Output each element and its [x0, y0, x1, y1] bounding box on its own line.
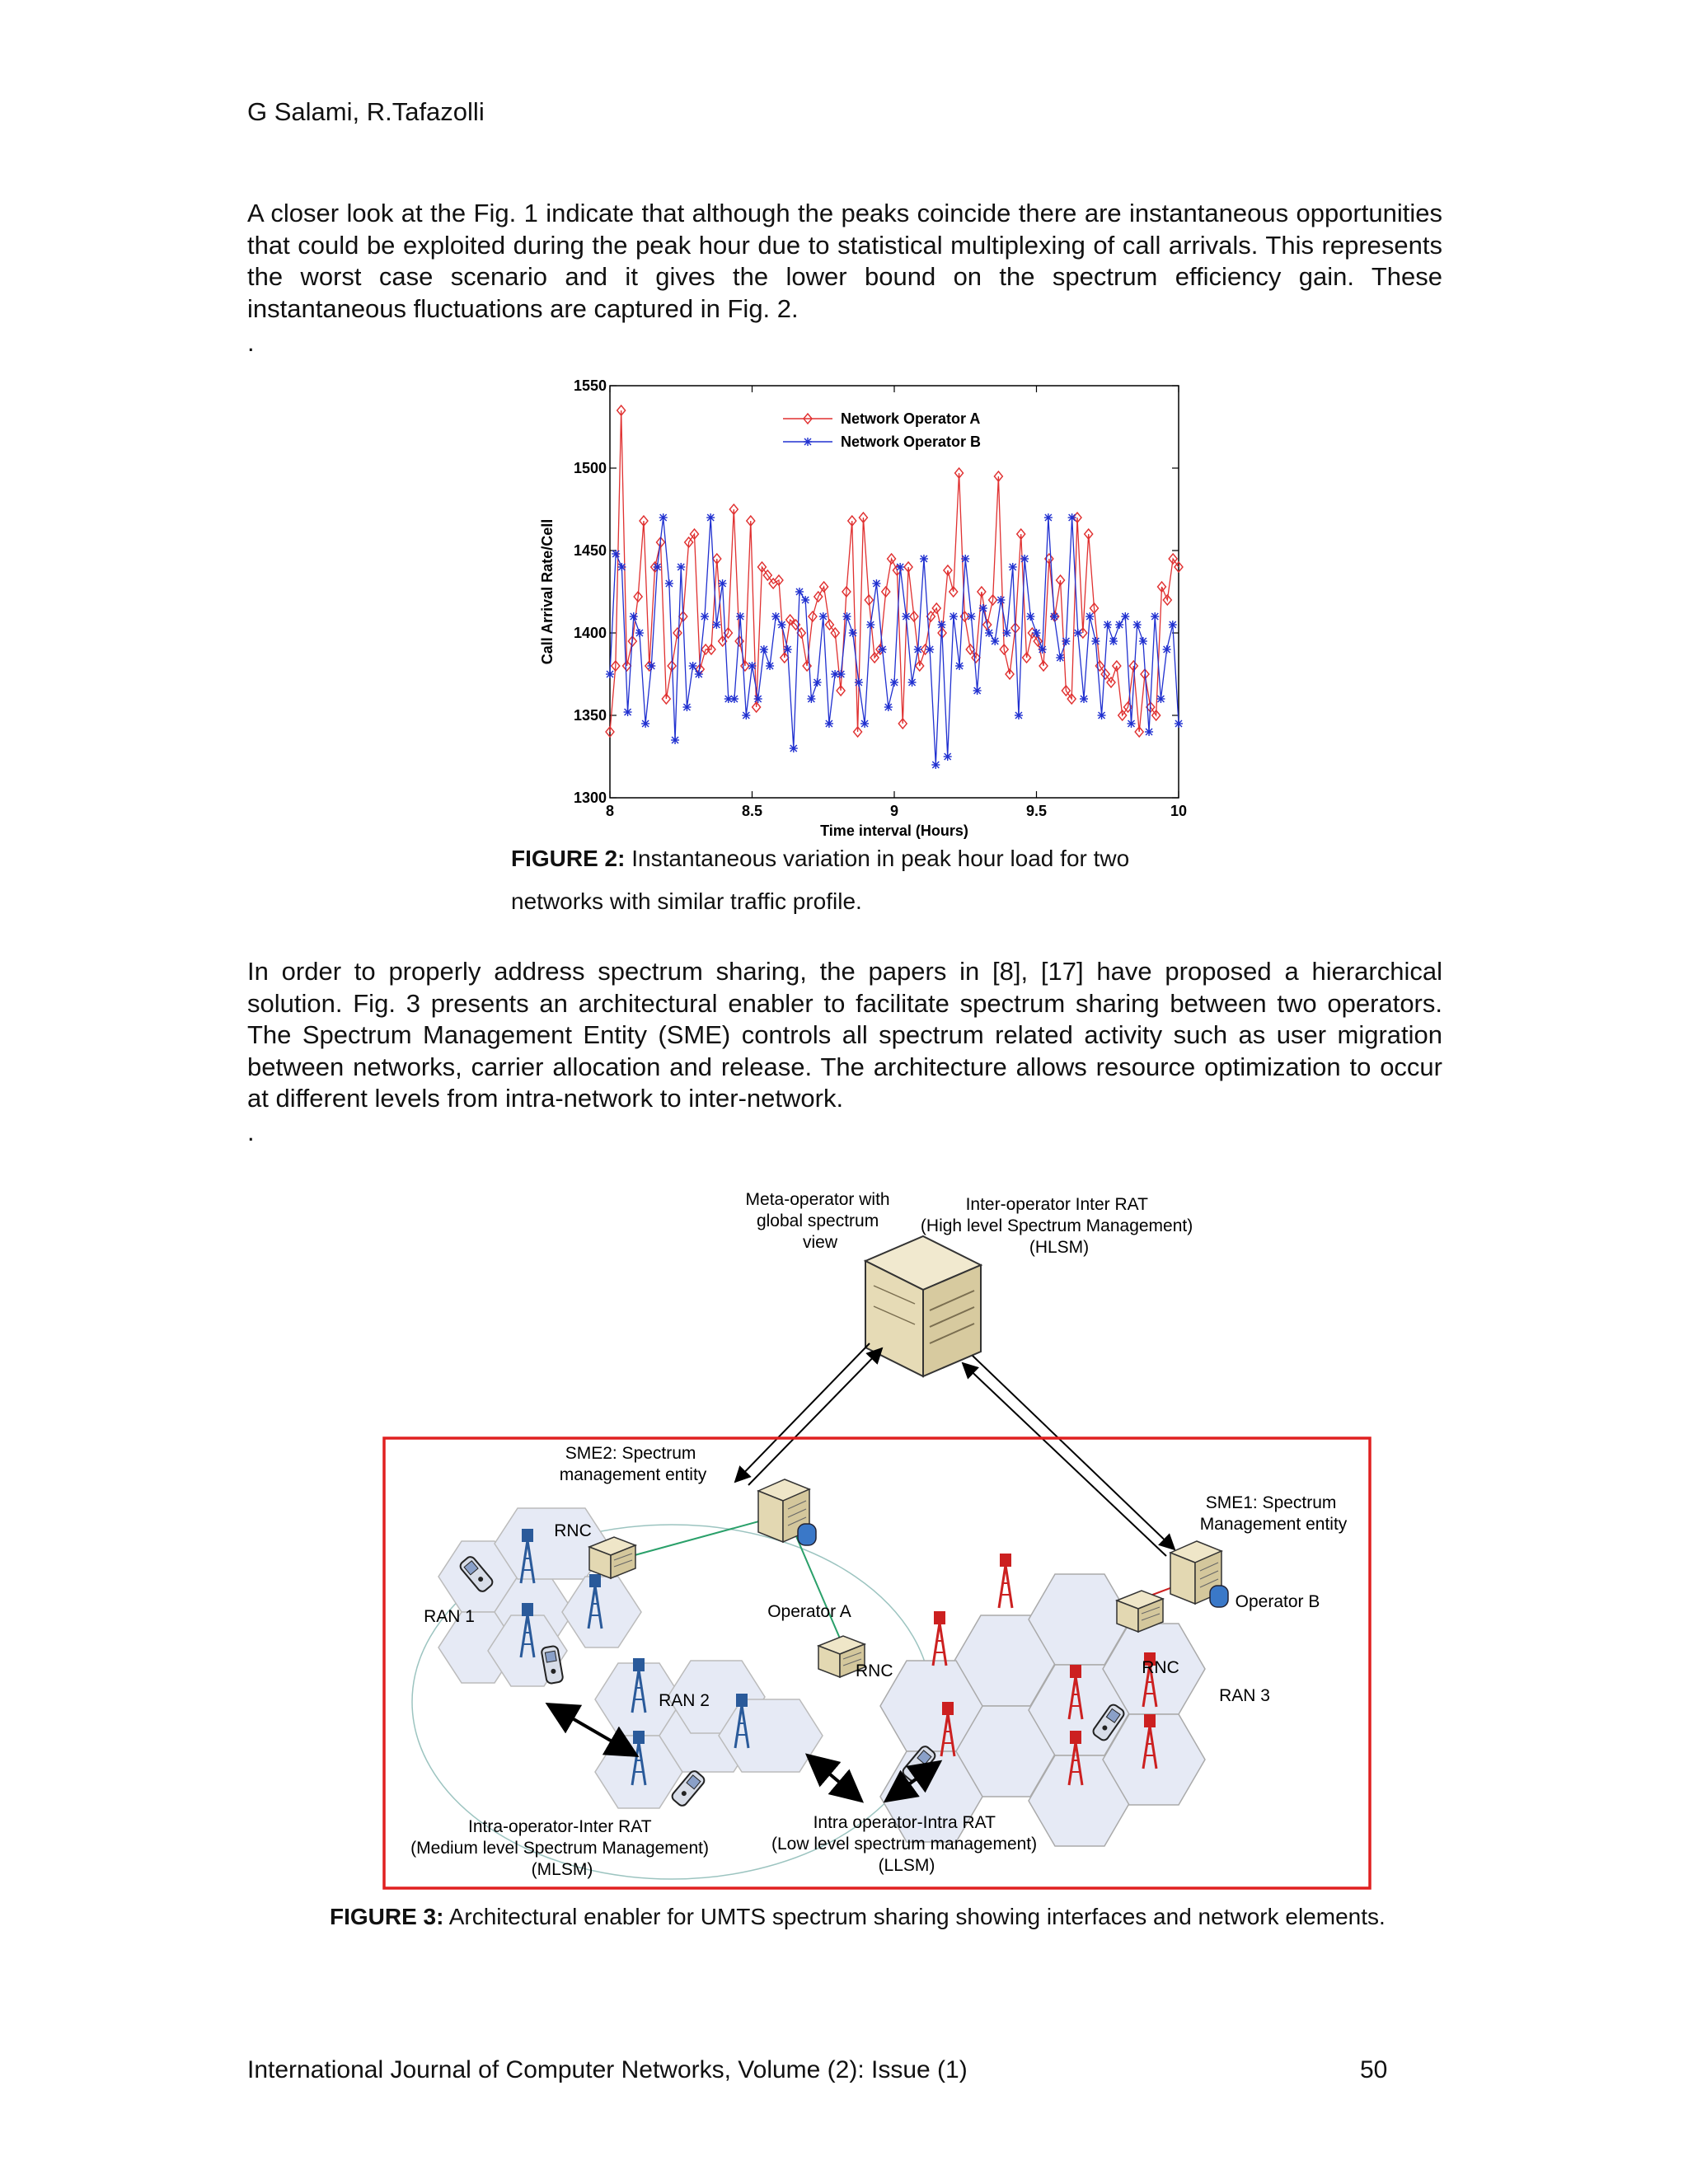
data-point [1026, 612, 1034, 621]
data-point [748, 662, 757, 670]
data-point [689, 662, 697, 670]
data-point [849, 629, 857, 637]
data-point [1009, 563, 1017, 571]
y-tick-label: 1400 [573, 625, 607, 641]
data-point [996, 596, 1005, 604]
data-point [706, 513, 715, 522]
data-point [736, 612, 744, 621]
y-axis-label: Call Arrival Rate/Cell [539, 518, 556, 665]
data-point [973, 687, 982, 695]
data-point [1175, 719, 1183, 728]
hlsm-arrow-from-sme1 [963, 1363, 1166, 1556]
data-point [671, 736, 679, 744]
figure-2-caption-label: FIGURE 2: [511, 846, 626, 871]
data-point [825, 719, 833, 728]
data-point [1062, 637, 1070, 645]
ran1-cells [438, 1508, 641, 1686]
data-point [790, 744, 798, 752]
data-point [712, 621, 720, 629]
data-point [1121, 612, 1129, 621]
paragraph-dot-1: . [247, 328, 255, 357]
data-point [677, 563, 685, 571]
data-point [1128, 719, 1136, 728]
data-point [950, 612, 958, 621]
data-point [1068, 513, 1076, 522]
rnc3-label: RNC [1142, 1658, 1179, 1677]
data-point [754, 695, 762, 703]
sme2-icon [758, 1479, 816, 1545]
hlsm-arrow-to-sme2 [735, 1343, 870, 1482]
data-point [908, 678, 917, 687]
data-point [1098, 711, 1106, 719]
ran1-label: RAN 1 [424, 1607, 475, 1626]
data-point [843, 612, 851, 621]
data-point [771, 612, 780, 621]
ran2-cells [595, 1661, 823, 1808]
data-point [777, 621, 785, 629]
data-point [1151, 612, 1159, 621]
ran2-label: RAN 2 [659, 1691, 710, 1710]
data-point [1020, 555, 1029, 563]
data-point [1133, 621, 1142, 629]
ran3-label: RAN 3 [1219, 1686, 1270, 1705]
x-tick-label: 8 [605, 803, 615, 819]
data-point [795, 588, 804, 596]
data-point [1056, 654, 1064, 662]
y-tick-label: 1350 [573, 707, 607, 724]
data-point [896, 563, 904, 571]
data-point [1080, 695, 1088, 703]
operator-b-label: Operator B [1235, 1592, 1320, 1611]
x-tick-label: 8.5 [741, 803, 763, 819]
data-point [902, 612, 910, 621]
legend-label: Network Operator B [841, 434, 982, 450]
figure-3-caption-text: Architectural enabler for UMTS spectrum sharing showing interfaces and network elements. [443, 1904, 1386, 1929]
meta-operator-server-icon [865, 1236, 981, 1376]
data-point [1015, 711, 1023, 719]
data-point [1074, 629, 1082, 637]
ran3-tower-icon [999, 1554, 1012, 1608]
journal-footer: International Journal of Computer Networks, Volume (2): Issue (1) [247, 2056, 968, 2083]
operator-a-label: Operator A [767, 1602, 851, 1621]
data-point [635, 629, 644, 637]
page-number: 50 [1360, 2056, 1388, 2083]
data-point [659, 513, 668, 522]
data-point [1145, 728, 1153, 736]
rnc2-label: RNC [856, 1661, 893, 1680]
mlsm-label: Intra-operator-Inter RAT (Medium level Spectrum Management) (MLSM) [410, 1817, 709, 1879]
data-point [814, 678, 822, 687]
data-point [766, 662, 774, 670]
data-point [1163, 645, 1171, 654]
figure-3-caption-label: FIGURE 3: [330, 1904, 444, 1929]
data-point [630, 612, 638, 621]
data-point [760, 645, 768, 654]
data-point [617, 563, 626, 571]
data-point [985, 629, 993, 637]
data-point [1039, 645, 1047, 654]
data-point [938, 621, 946, 629]
data-point [701, 612, 709, 621]
x-tick-label: 10 [1170, 803, 1187, 819]
data-point [1139, 637, 1147, 645]
data-point [819, 612, 828, 621]
data-point [920, 555, 928, 563]
data-point [926, 645, 934, 654]
paragraph-1: A closer look at the Fig. 1 indicate that although the peaks coincide there are instantaneous opportunities that could be exploited during the peak hour due to statistical multiplexing of call arrivals. This represents the worst case scenario and it gives the lower bound on the spectrum efficiency gain. These instantaneous fluctuations are captured in Fig. 2. [247, 199, 1442, 323]
data-point [1050, 612, 1058, 621]
data-point [1003, 629, 1011, 637]
data-point [967, 612, 975, 621]
data-point [991, 637, 999, 645]
data-point [860, 719, 869, 728]
y-tick-label: 1550 [573, 377, 607, 394]
data-point [1156, 695, 1165, 703]
data-point [784, 645, 792, 654]
data-point [801, 596, 809, 604]
data-point [719, 579, 727, 588]
data-point [606, 670, 614, 678]
data-point [979, 604, 987, 612]
data-point [804, 438, 812, 446]
data-point [855, 678, 863, 687]
data-point [866, 621, 874, 629]
data-point [837, 670, 845, 678]
data-point [624, 708, 632, 716]
figure-2-caption-text: Instantaneous variation in peak hour load for two networks with similar traffic profile. [511, 846, 1130, 914]
legend-label: Network Operator A [841, 410, 981, 427]
data-point [1044, 513, 1053, 522]
data-point [1104, 621, 1112, 629]
data-point [695, 670, 703, 678]
data-point [914, 645, 922, 654]
data-point [742, 711, 750, 719]
paragraph-dot-2: . [247, 1118, 255, 1146]
data-point [890, 678, 898, 687]
data-point [944, 752, 952, 761]
y-tick-label: 1500 [573, 460, 607, 476]
paragraph-2: In order to properly address spectrum sharing, the papers in [8], [17] have proposed a hierarchical solution. Fig. 3 presents an architectural enabler to facilitate spectrum sharing between two operators. The Spectrum Management Entity (SME) controls all spectrum related activity such as user migration between networks, carrier allocation and release. The architecture allows resource optimization to occur at different levels from intra-network to inter-network. [247, 957, 1442, 1113]
data-point [1091, 637, 1100, 645]
data-point [1085, 612, 1094, 621]
figure-3-diagram [379, 1187, 1393, 1896]
data-point [1109, 637, 1118, 645]
data-point [730, 695, 738, 703]
data-point [879, 645, 887, 654]
hlsm-arrow-to-sme1 [973, 1356, 1175, 1549]
sme2-label: SME2: Spectrum management entity [559, 1444, 707, 1484]
data-point [955, 662, 964, 670]
data-point [884, 703, 893, 711]
data-point [872, 579, 880, 588]
data-point [665, 579, 673, 588]
x-tick-label: 9.5 [1025, 803, 1048, 819]
data-point [1169, 621, 1177, 629]
running-header: G Salami, R.Tafazolli [247, 97, 485, 126]
ran3-tower-icon [933, 1611, 946, 1666]
data-point [1115, 621, 1123, 629]
llsm-label: Intra operator-Intra RAT (Low level spectrum management) (LLSM) [771, 1813, 1038, 1875]
x-axis-label: Time interval (Hours) [820, 823, 968, 839]
hlsm-arrow-from-sme2 [748, 1348, 882, 1485]
meta-operator-label: Meta-operator with global spectrum view [745, 1190, 890, 1252]
data-point [654, 563, 662, 571]
data-point [682, 703, 691, 711]
sme1-label: SME1: Spectrum Management entity [1199, 1493, 1348, 1534]
data-point [1033, 629, 1041, 637]
sme1-icon [1170, 1541, 1228, 1607]
y-tick-label: 1300 [573, 790, 607, 806]
llsm-arrow-left [808, 1755, 861, 1801]
data-point [931, 761, 940, 769]
figure-2-caption [511, 837, 1203, 923]
data-point [807, 695, 815, 703]
x-tick-label: 9 [889, 803, 899, 819]
data-point [961, 555, 969, 563]
data-point [641, 719, 649, 728]
data-point [612, 550, 620, 558]
figure-2-chart [511, 369, 1187, 839]
data-point [647, 662, 655, 670]
hlsm-label: Inter-operator Inter RAT (High level Spectrum Management) (HLSM) [920, 1195, 1193, 1257]
figure-3-caption [330, 1896, 1401, 1938]
rnc1-label: RNC [554, 1521, 592, 1540]
y-tick-label: 1450 [573, 542, 607, 559]
